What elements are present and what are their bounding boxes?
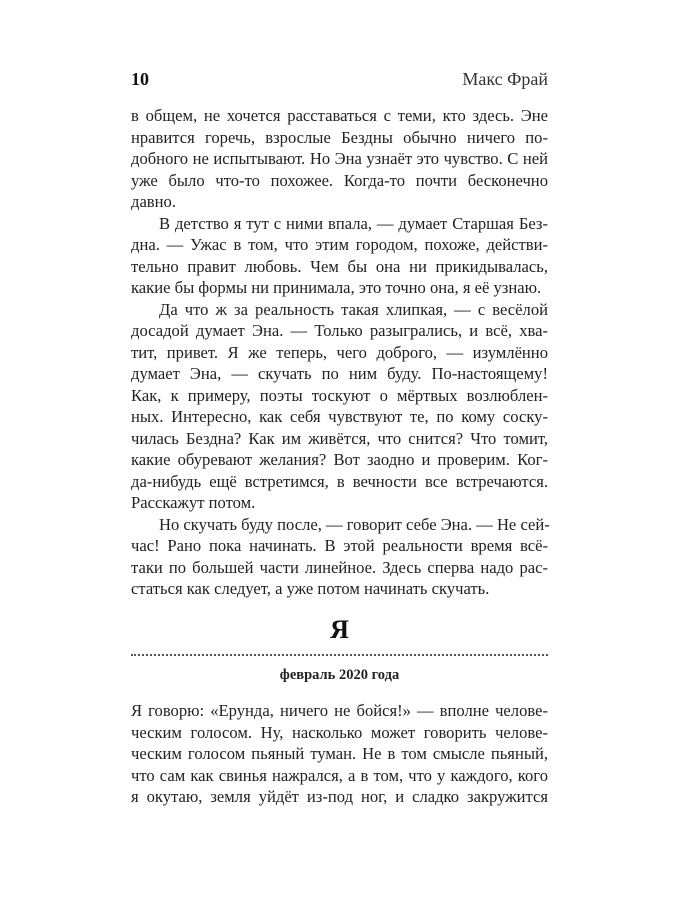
chapter-date: февраль 2020 года (279, 667, 400, 683)
text-line: Я говорю: «Ерунда, ничего не бойся!» — вполне челове- (131, 701, 548, 720)
text-line: нравится горечь, взрослые Бездны обычно ничего по- (131, 127, 548, 147)
text-line: что сам как свинья нажрался, а в том, что у каждого, кого (131, 765, 548, 785)
text-line: Как, к примеру, поэты тоскуют о мёртвых возлюблен- (131, 385, 548, 405)
text-line: Но скучать буду после, — говорит себе Эна. — Не сей- (159, 514, 550, 534)
text-line: тельно правит любовь. Чем бы она ни прикидывалась, (131, 256, 548, 276)
text-line: Да что ж за реальность такая хлипкая, — с весёлой (159, 299, 548, 319)
text-line: я окутаю, земля уйдёт из-под ног, и сладко закружится (131, 787, 548, 806)
text-line: уже было что-то похожее. Когда-то почти бесконечно (131, 170, 548, 190)
text-line: дна. — Ужас в том, что этим городом, похоже, действи- (131, 235, 548, 254)
text-line: ных. Интересно, как себя чувствуют те, по кому соску- (131, 407, 548, 426)
chapter-title: Я (330, 615, 349, 644)
text-line: статься как следует, а уже потом начинать скучать. (131, 579, 490, 598)
text-line: какие обуревают желания? Вот заодно и проверим. Ког- (131, 450, 548, 469)
running-header-author: Макс Фрай (462, 69, 548, 89)
text-line: час! Рано пока начинать. В этой реальности время всё- (131, 536, 548, 555)
text-line: В детство я тут с ними впала, — думает Старшая Без- (159, 213, 548, 233)
text-line: таки по большей части линейное. Здесь сперва надо рас- (131, 557, 548, 577)
text-line: да-нибудь ещё встретимся, в вечности все встречаются. (131, 471, 548, 491)
dotted-divider (131, 654, 548, 656)
text-line: добного не испытывают. Но Эна узнаёт это чувство. С ней (131, 149, 548, 168)
text-line: в общем, не хочется расставаться с теми, кто здесь. Эне (131, 106, 548, 125)
body-text-section-1 (131, 105, 548, 600)
text-line: тит, привет. Я же теперь, чего доброго, — изумлённо (131, 342, 548, 362)
text-line: давно. (131, 192, 176, 211)
page-number: 10 (131, 69, 149, 89)
text-line: ческим голосом пьяный туман. Не в том смысле пьяный, (131, 744, 548, 763)
text-line: думает Эна, — скучать по ним буду. По-настоящему! (131, 364, 548, 383)
text-line: какие бы формы ни принимала, это точно она, я её узнаю. (131, 278, 542, 297)
text-line: ческим голосом. Ну, насколько может говорить челове- (131, 722, 548, 742)
text-line: Расскажут потом. (131, 493, 256, 512)
text-line: досадой думает Эна. — Только разыгрались, и всё, хва- (131, 321, 548, 340)
body-text-section-2 (131, 700, 548, 808)
running-header (131, 68, 548, 92)
text-line: чилась Бездна? Как им живётся, что снится? Что томит, (131, 428, 548, 448)
